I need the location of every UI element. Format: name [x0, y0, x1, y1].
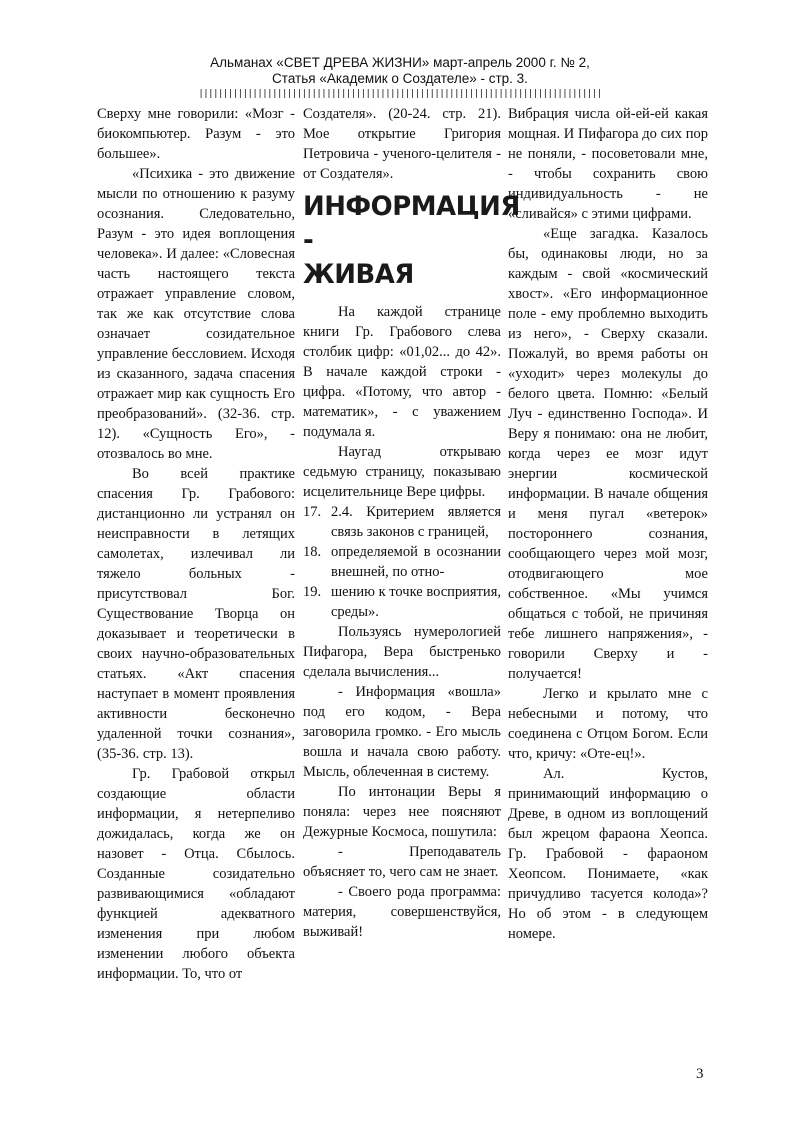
- paragraph: Сверху мне говорили: «Мозг - биокомпьютер. Разум - это большее».: [97, 106, 295, 162]
- numbered-line: [303, 542, 501, 582]
- paragraph: На каждой странице книги Гр. Грабового слева столбик цифр: «01,02... до 42». В начале каждой строки - цифра. «Потому, что автор - математик», - с уважением подумала я.: [303, 304, 501, 440]
- line-text: определяемой в осознании внешней, по отно-: [331, 544, 501, 580]
- paragraph: Вибрация числа ой-ей-ей какая мощная. И Пифагора до сих пор не поняли, - посоветовали мне, - чтобы сохранить свою индивидуальность - не «сливайся» с этими цифрами.: [508, 106, 708, 222]
- paragraph: Легко и крылато мне с небесными и потому, что соединена с Отцом Богом. Если что, кричу: «Оте-ец!».: [508, 686, 708, 762]
- paragraph: Создателя». (20-24. стр. 21). Мое открытие Григория Петровича - ученого-целителя - от Создателя».: [303, 106, 501, 182]
- header-divider: ||||||||||||||||||||||||||||||||||||||||||||||||||||||||||||||||||||||||||||||||||: [198, 89, 602, 99]
- column-2: [303, 104, 520, 942]
- paragraph: - Информация «вошла» под его кодом, - Вера заговорила громко. - Его мысль вошла и начала свою работу. Мысль, облеченная в систему.: [303, 684, 501, 780]
- line-number: 19.: [303, 584, 322, 600]
- line-text: шению к точке восприятия, среды».: [331, 584, 501, 620]
- paragraph: - Преподаватель объясняет то, чего сам не знает.: [303, 844, 501, 880]
- column-3: [508, 104, 708, 944]
- heading-line-2: ЖИВАЯ: [303, 259, 414, 290]
- line-number: 17.: [303, 504, 322, 520]
- heading-line-1: ИНФОРМАЦИЯ -: [303, 191, 520, 256]
- numbered-line: [303, 582, 501, 622]
- paragraph: - Своего рода программа: материя, совершенствуйся, выживай!: [303, 884, 501, 940]
- line-number: 18.: [303, 544, 322, 560]
- section-heading: [303, 190, 520, 292]
- paragraph: Пользуясь нумерологией Пифагора, Вера быстренько сделала вычисления...: [303, 624, 501, 680]
- header-line-2: Статья «Академик о Создателе» - стр. 3.: [272, 71, 528, 86]
- paragraph: Наугад открываю седьмую страницу, показываю исцелительнице Вере цифры.: [303, 444, 501, 500]
- paragraph: Ал. Кустов, принимающий информацию о Древе, в одном из воплощений был жрецом фараона Хеопса. Гр. Грабовой - фараоном Хеопсом. Понимаете, «как причудливо тасуется колода»? Но об этом - в следующем номере.: [508, 766, 708, 942]
- paragraph: «Психика - это движение мысли по отношению к разуму осознания. Следовательно, Разум - это идея воплощения человека». И далее: «Словесная часть настоящего текста отражает управление словом, так же как отсутствие слова означает созидательное управление бессловием. Исходя из сказанного, задача спасения отражает мир как сущность Его преобразований». (32-36. стр. 12). «Сущность Его», - отозвалось во мне.: [97, 166, 295, 462]
- paragraph: Гр. Грабовой открыл создающие области информации, я нетерпеливо дожидалась, когда же он назовет - Отца. Сбылось. Созданные созидательно развивающимися «обладают функцией адекватного изменения при любом изменении любого объекта информации. То, что от: [97, 766, 295, 982]
- header-line-1: Альманах «СВЕТ ДРЕВА ЖИЗНИ» март-апрель 2000 г. № 2,: [210, 55, 590, 70]
- paragraph: Во всей практике спасения Гр. Грабового: дистанционно ли устранял он неисправности в летящих самолетах, излечивал ли тяжело больных - присутствовал Бог. Существование Творца он доказывает и теоретически в своих научно-образовательных статьях. «Акт спасения наступает в момент проявления активности бесконечно удаленной точки сознания», (35-36. стр. 13).: [97, 466, 295, 762]
- paragraph: «Еще загадка. Казалось бы, одинаковы люди, но за каждым - свой «космический хвост». «Его информационное поле - ему проблемно выходить из него», - Сверху сказали. Пожалуй, во время работы он «уходит» через молекулы до белого цвета. Помню: «Белый Луч - единственно Господа». И Веру я понимаю: она не любит, когда через ее мозг идут энергии космической информации. В начале общения и меня пугал «ветерок» постороннего сознания, сообщающего через мой мозг, отодвигающего мое собственное. «Мы учимся общаться с тобой, не причиняя тебе лишнего напряжения», - говорили Сверху и - получается!: [508, 226, 708, 682]
- page-number: 3: [696, 1066, 704, 1082]
- column-1: [97, 104, 295, 984]
- paragraph: По интонации Веры я поняла: через нее поясняют Дежурные Космоса, пошутила:: [303, 784, 501, 840]
- numbered-line: [303, 502, 501, 542]
- line-text: 2.4. Критерием является связь законов с границей,: [331, 504, 501, 540]
